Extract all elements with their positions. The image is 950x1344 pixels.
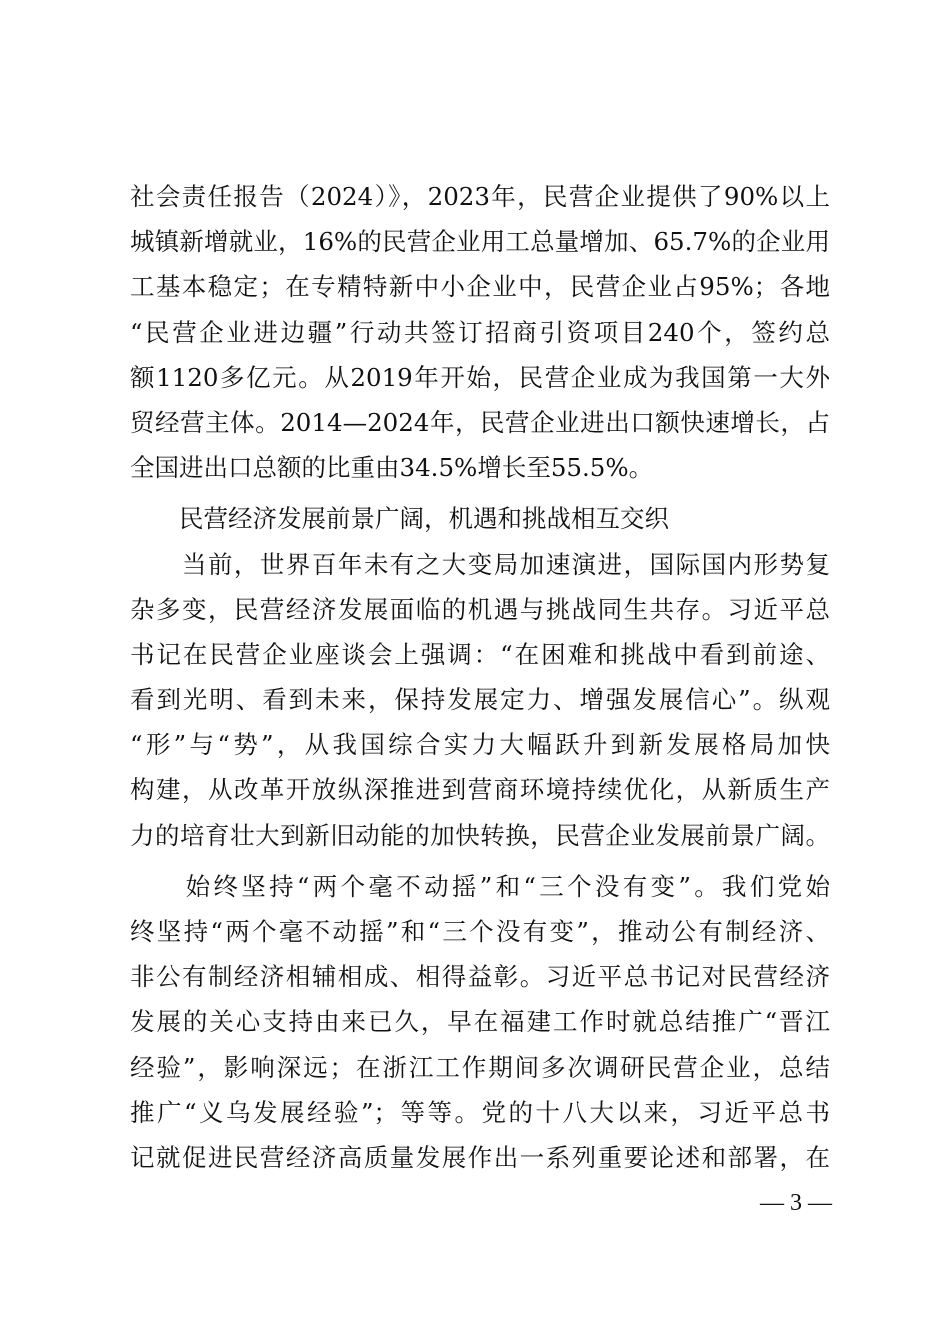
text-line: 经验”，影响深远；在浙江工作期间多次调研民营企业，总结 [130,1052,830,1082]
text-line: 全国进出口总额的比重由34.5%增长至55.5%。 [130,453,654,483]
text-line: 城镇新增就业，16%的民营企业用工总量增加、65.7%的企业用 [130,227,830,257]
text-line: 发展的关心支持由来已久，早在福建工作时就总结推广“晋江 [130,1007,830,1037]
text-line: 始终坚持“两个毫不动摇”和“三个没有变”。我们党始 [130,871,830,901]
body-text [130,174,830,1180]
text-line: 社会责任报告（2024）》，2023年，民营企业提供了90%以上 [130,182,830,211]
text-line: 力的培育壮大到新旧动能的加快转换，民营企业发展前景广阔。 [130,820,830,850]
text-line: 构建，从改革开放纵深推进到营商环境持续优化，从新质生产 [130,775,830,805]
text-line: 杂多变，民营经济发展面临的机遇与挑战同生共存。习近平总 [130,594,830,624]
text-line: 看到光明、看到未来，保持发展定力、增强发展信心”。纵观 [130,685,830,715]
text-line: 记就促进民营经济高质量发展作出一系列重要论述和部署，在 [130,1142,830,1172]
text-line: 贸经营主体。2014—2024年，民营企业进出口额快速增长，占 [130,407,830,437]
text-line: “形”与“势”，从我国综合实力大幅跃升到新发展格局加快 [130,730,830,760]
text-line: 工基本稳定；在专精特新中小企业中，民营企业占95%；各地 [130,272,830,302]
page-number: — 3 — [760,1190,832,1216]
text-line: “民营企业进边疆”行动共签订招商引资项目240个，签约总 [130,317,830,347]
text-line: 书记在民营企业座谈会上强调：“在困难和挑战中看到前途、 [130,639,830,669]
text-line: 额1120多亿元。从2019年开始，民营企业成为我国第一大外 [130,362,830,392]
section-heading: 民营经济发展前景广阔，机遇和挑战相互交织 [130,504,669,534]
text-line: 推广“义乌发展经验”；等等。党的十八大以来，习近平总书 [130,1097,830,1127]
text-line: 终坚持“两个毫不动摇”和“三个没有变”，推动公有制经济、 [130,917,830,946]
text-line: 当前，世界百年未有之大变局加速演进，国际国内形势复 [130,549,830,579]
text-line: 非公有制经济相辅相成、相得益彰。习近平总书记对民营经济 [130,962,830,992]
